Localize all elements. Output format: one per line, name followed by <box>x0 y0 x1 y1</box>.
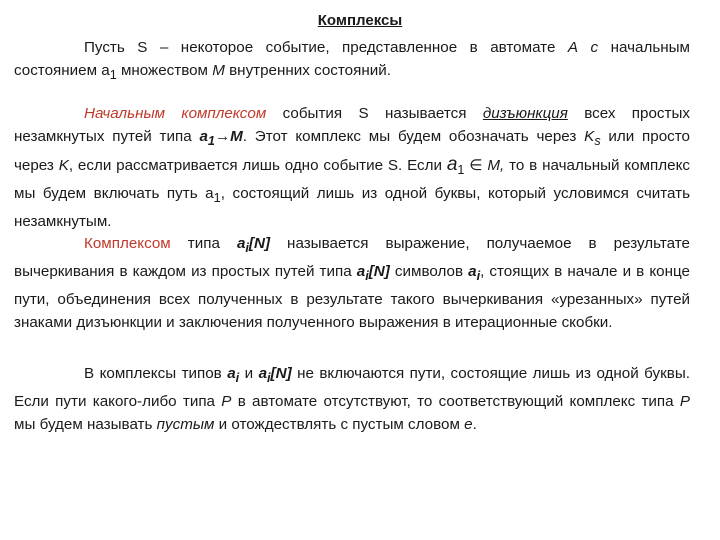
element-of-symbol: ∈ <box>464 157 488 175</box>
text: Пусть S – некоторое событие, представленное в автомате <box>84 39 568 56</box>
text: . <box>472 416 477 434</box>
text: то в начальный комплекс мы будем включать путь a <box>14 157 691 203</box>
symbol-p: Р <box>221 393 232 411</box>
text: , если рассматривается лишь одно событие S. Если <box>68 157 447 175</box>
paragraph-exclusions <box>14 362 690 436</box>
text: не включаются пути, состоящие лишь из одной буквы. Если пути какого-либо типа <box>14 365 690 411</box>
subscript: 1 <box>207 134 215 149</box>
symbol-ai: a <box>356 263 366 281</box>
symbol-n: [N] <box>270 365 292 382</box>
paragraph-initial-complex <box>14 102 690 233</box>
text: . Этот комплекс мы будем обозначать через <box>242 128 585 145</box>
text: , стоящих в начале и в конце пути, объединения всех полученных в результате такого вычеркивания «урезанных» путей знаками дизъюнкции и заключения полученного выражения в итерационные скобки. <box>14 263 690 332</box>
text: внутренних состояний. <box>224 62 391 79</box>
text: или просто через <box>14 128 690 175</box>
text: множеством <box>116 62 213 79</box>
arrow-symbol: → <box>214 128 231 145</box>
text: , состоящий лишь из одной буквы, который условимся считать незамкнутым. <box>14 185 690 231</box>
subscript: i <box>267 371 271 386</box>
subscript: 1 <box>213 191 221 206</box>
subscript: i <box>245 241 249 256</box>
symbol-ai: a <box>227 365 236 382</box>
term-empty: пустым <box>156 416 215 434</box>
symbol-ai: a <box>258 365 268 382</box>
text: символов <box>389 263 469 281</box>
text: начальным состоянием a <box>14 39 690 79</box>
symbol-p: Р <box>679 393 690 411</box>
text: В комплексы типов <box>84 365 228 382</box>
subscript: 1 <box>457 163 465 178</box>
symbol-ai: a <box>468 263 477 281</box>
automaton-a: А <box>567 39 579 56</box>
text: мы будем называть <box>14 416 157 434</box>
text: типа <box>170 235 237 252</box>
symbol-m: M, <box>487 157 505 175</box>
subscript: i <box>365 269 369 284</box>
word-c: с <box>590 39 599 56</box>
symbol-a1: a <box>199 128 208 145</box>
term-disjunction: дизъюнкция <box>482 105 568 122</box>
symbol-e: е <box>464 416 473 434</box>
symbol-a1-large: a <box>446 154 458 176</box>
text: события S называется <box>266 105 483 122</box>
symbol-ks: K <box>584 128 595 145</box>
subscript: i <box>235 371 240 386</box>
paragraph-complex-type <box>14 232 690 334</box>
text: всех простых незамкнутых путей типа <box>14 105 690 145</box>
symbol-n: [N] <box>248 235 271 252</box>
text: и <box>239 365 259 382</box>
symbol-m: M <box>230 128 243 145</box>
text: называется выражение, получаемое в результате вычеркивания в каждом из простых путей типа <box>14 235 690 281</box>
page-title: Комплексы <box>317 12 403 29</box>
symbol-n: [N] <box>368 263 390 281</box>
term-complex: Комплексом <box>84 235 171 252</box>
symbol-ai: a <box>236 235 246 252</box>
text: в автомате отсутствуют, то соответствующий комплекс типа <box>231 393 680 411</box>
subscript: 1 <box>109 68 117 83</box>
text: и отождествлять с пустым словом <box>214 416 465 434</box>
symbol-k: K <box>58 157 69 175</box>
term-initial-complex: Начальным комплексом <box>84 105 267 122</box>
subscript: i <box>476 269 481 284</box>
subscript: s <box>594 134 601 149</box>
paragraph-intro <box>14 36 690 87</box>
set-m: М <box>212 62 225 79</box>
